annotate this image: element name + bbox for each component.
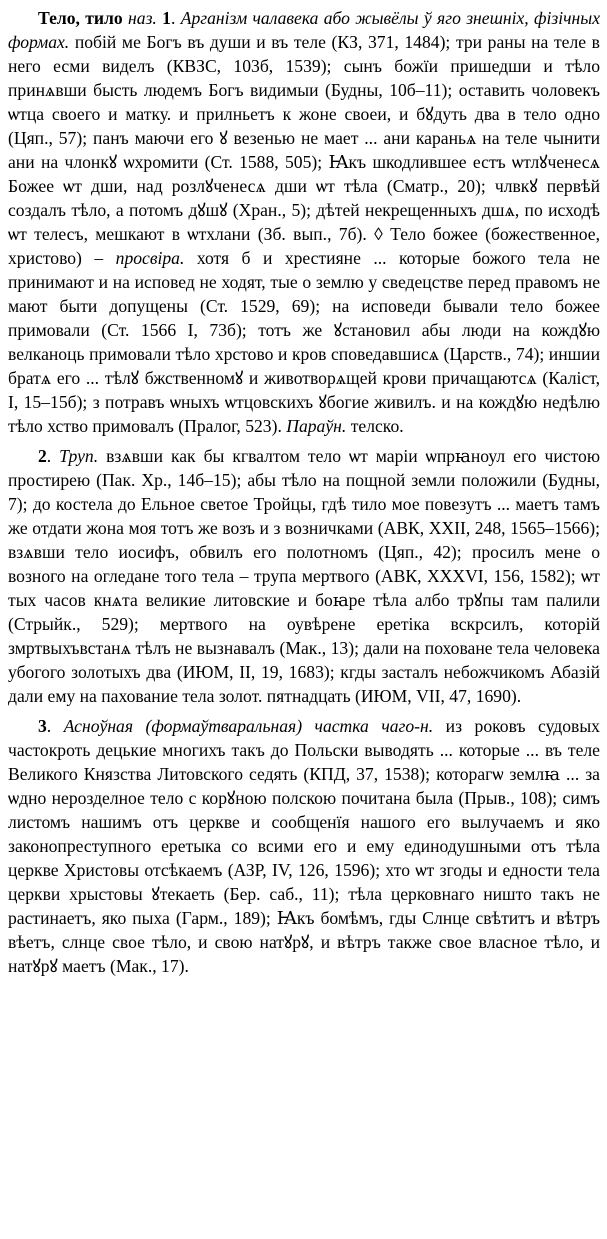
sense-citations: побій ме Богъ въ души и въ теле (КЗ, 371, 1484); три раны на теле в него есми виделъ (КВЗС, 103б, 1539); сынъ божїи пришедши и тѣло принѧвши бысть людемъ Богъ видимыи (Будны, 10б–11); оставить чоловекъ ѡтца своего и матку. и прилньетъ к жоне своеи, и бꙋдуть два в тело одно (Цяп., 57); панъ маючи его ꙋ везенью не мает ... ани караньѧ на теле чынити ани на члонкꙋ ѡхромити (Ст. 1588, 505); Ꙗкъ шкодлившее естъ ѡтлꙋченесѧ Божее ѡт дши, над розлꙋченесѧ дши ѡт тѣла (Сматр., 20); члвкꙋ первѣй создалъ тѣло, а потомъ дꙋшꙋ (Хран., 5); дѣтей некрещенныхъ дшѧ, по исходѣ ѡт телесъ, мешкают в ѡтхлани (Зб. вып., 7б). ◊ Тело божее (божественное, христово) –	[8, 32, 600, 268]
sense-definition: Асноўная (формаўтваральная) частка чаго-н.	[63, 716, 434, 736]
sense-2-paragraph: 2. Труп. взѧвши как бы кгвалтом тело ѡт марiи ѡпрꙗноул его чистою простирею (Пак. Хр., 14б–15); абы тѣло на пощной земли положили (Будны, 7); до костела до Ельное светое Тройцы, гдѣ тило мое повезутъ ... маетъ тамъ же отдати жона моя тотъ же возъ и з возничками (АВК, XXII, 248, 1565–1566); взѧвши тело иосифъ, обвилъ его полотномъ (Цяп., 42); просилъ мене о возного на огледане того тела – трупа мертвого (АВК, XXXVI, 156, 1582); ѡт тых часов кнѧта великие литовские и боꙗре тѣла албо трꙋпы там палили (Стрыйк., 529); мертвого на оувѣрене еретіка вскрсилъ, которій змртвыхъвстанѧ тѣлъ не вызнавалъ (Мак., 13); дали на поховане тела человека убогого золотыхъ два (ИЮМ, II, 19, 1683); кгды засталъ небожчикомъ Абазій дали ему на пахование тела золот. пятнадцать (ИЮМ, VII, 47, 1690).	[8, 446, 600, 706]
sense-number: 2	[38, 446, 47, 466]
idiom-gloss: просвіра.	[115, 248, 185, 268]
sense-citations-continued: хотя б и хрестияне ... которые божого тела не принимают и на исповед не ходят, тые о землю у сведецстве перед правомъ не мают быти допущены (Ст. 1529, 69); на исповеди бывали тело божее примовали (Ст. 1566 I, 73б); тотъ же ꙋстановил абы люди на кождꙋю велканоць примовали тѣло хрстово и кров споведавшисѧ (Царств., 74); иншии братѧ его ... тѣлꙋ бжственномꙋ и животворѧщей крови причащаютсѧ (Каліст, I, 15–15б); з потравъ ѡныхъ ѡтцовскихъ ꙋбогие живилъ. и на кождꙋю недѣлю тѣло хство примовалъ (Пралог, 523).	[8, 248, 600, 436]
sense-number: 3	[38, 716, 47, 736]
compare-word: телско.	[350, 416, 404, 436]
part-of-speech: наз.	[128, 8, 157, 28]
sense-citations: взѧвши как бы кгвалтом тело ѡт марiи ѡпрꙗноул его чистою простирею (Пак. Хр., 14б–15); абы тѣло на пощной земли положили (Будны, 7); до костела до Ельное светое Тройцы, гдѣ тило мое повезутъ ... маетъ тамъ же отдати жона моя тотъ же возъ и з возничками (АВК, XXII, 248, 1565–1566); взѧвши тело иосифъ, обвилъ его полотномъ (Цяп., 42); просилъ мене о возного на огледане того тела – трупа мертвого (АВК, XXXVI, 156, 1582); ѡт тых часов кнѧта великие литовские и боꙗре тѣла албо трꙋпы там палили (Стрыйк., 529); мертвого на оувѣрене еретіка вскрсилъ, которій змртвыхъвстанѧ тѣлъ не вызнавалъ (Мак., 13); дали на поховане тела человека убогого золотыхъ два (ИЮМ, II, 19, 1683); кгды засталъ небожчикомъ Абазій дали ему на пахование тела золот. пятнадцать (ИЮМ, VII, 47, 1690).	[8, 446, 600, 706]
sense-definition: Труп.	[59, 446, 99, 466]
sense-citations: из роковъ судовых частокроть децькие многихъ такъ до Польски выводять ... которые ... въ теле Великого Князства Литовского седять (КПД, 37, 1538); которагѡ землꙗ ... за ѡдно нерозделное тело с корꙋною полскою почитана была (Прыв., 108); симъ листомъ нашимъ отъ церкве и сообщенїя нашого его вылучаемъ и яко законопреступного еретыка со всими его и ему единодушными отъ тѣла церкве Христовы отсѣкаемъ (АЗР, IV, 126, 1596); хто ѡт згоды и едности тела церкви хрыстовы ꙋтекаеть (Бер. саб., 11); тѣла церковнаго ништо такъ не растинаетъ, яко пыха (Гарм., 189); Ꙗкъ бомѣмъ, гды Слнце свѣтитъ и вѣтръ вѣетъ, слнце свое тѣло, и свою натꙋрꙋ, и вѣтръ также свое власное тѣло, и натꙋрꙋ маетъ (Мак., 17).	[8, 716, 600, 976]
dictionary-entry	[8, 6, 600, 1234]
sense-definition: Арганізм чалавека або жывёлы ў яго знешніх, фізічных формах.	[8, 8, 600, 52]
compare-label: Параўн.	[286, 416, 347, 436]
sense-number: 1	[162, 8, 171, 28]
sense-1-paragraph: Тело, тило наз. 1. Арганізм чалавека або жывёлы ў яго знешніх, фізічных формах. побій ме Богъ въ души и въ теле (КЗ, 371, 1484); три раны на теле в него есми виделъ (КВЗС, 103б, 1539); сынъ божїи пришедши и тѣло принѧвши бысть людемъ Богъ видимыи (Будны, 10б–11); оставить чоловекъ ѡтца своего и матку. и прилньетъ к жоне своеи, и бꙋдуть два в тело одно (Цяп., 57); панъ маючи его ꙋ везенью не мает ... ани караньѧ на теле чынити ани на члонкꙋ ѡхромити (Ст. 1588, 505); Ꙗкъ шкодлившее естъ ѡтлꙋченесѧ Божее ѡт дши, над розлꙋченесѧ дши ѡт тѣла (Сматр., 20); члвкꙋ первѣй создалъ тѣло, а потомъ дꙋшꙋ (Хран., 5); дѣтей некрещенныхъ дшѧ, по исходѣ ѡт телесъ, мешкают в ѡтхлани (Зб. вып., 7б). ◊ Тело божее (божественное, христово) – просвіра. хотя б и хрестияне ... которые божого тела не принимают и на исповед не ходят, тые о землю у сведецстве перед правомъ не мают быти допущены (Ст. 1529, 69); на исповеди бывали тело божее примовали (Ст. 1566 I, 73б); тотъ же ꙋстановил абы люди на кождꙋю велканоць примовали тѣло хрстово и кров споведавшисѧ (Царств., 74); иншии братѧ его ... тѣлꙋ бжственномꙋ и животворѧщей крови причащаютсѧ (Каліст, I, 15–15б); з потравъ ѡныхъ ѡтцовскихъ ꙋбогие живилъ. и на кождꙋю недѣлю тѣло хство примовалъ (Пралог, 523). Параўн. телско.	[8, 8, 600, 436]
headword: Тело, тило	[38, 8, 123, 28]
sense-3-paragraph: 3. Асноўная (формаўтваральная) частка чаго-н. из роковъ судовых частокроть децькие многихъ такъ до Польски выводять ... которые ... въ теле Великого Князства Литовского седять (КПД, 37, 1538); которагѡ землꙗ ... за ѡдно нерозделное тело с корꙋною полскою почитана была (Прыв., 108); симъ листомъ нашимъ отъ церкве и сообщенїя нашого его вылучаемъ и яко законопреступного еретыка со всими его и ему единодушными отъ тѣла церкве Христовы отсѣкаемъ (АЗР, IV, 126, 1596); хто ѡт згоды и едности тела церкви хрыстовы ꙋтекаеть (Бер. саб., 11); тѣла церковнаго ништо такъ не растинаетъ, яко пыха (Гарм., 189); Ꙗкъ бомѣмъ, гды Слнце свѣтитъ и вѣтръ вѣетъ, слнце свое тѣло, и свою натꙋрꙋ, и вѣтръ также свое власное тѣло, и натꙋрꙋ маетъ (Мак., 17).	[8, 716, 600, 976]
